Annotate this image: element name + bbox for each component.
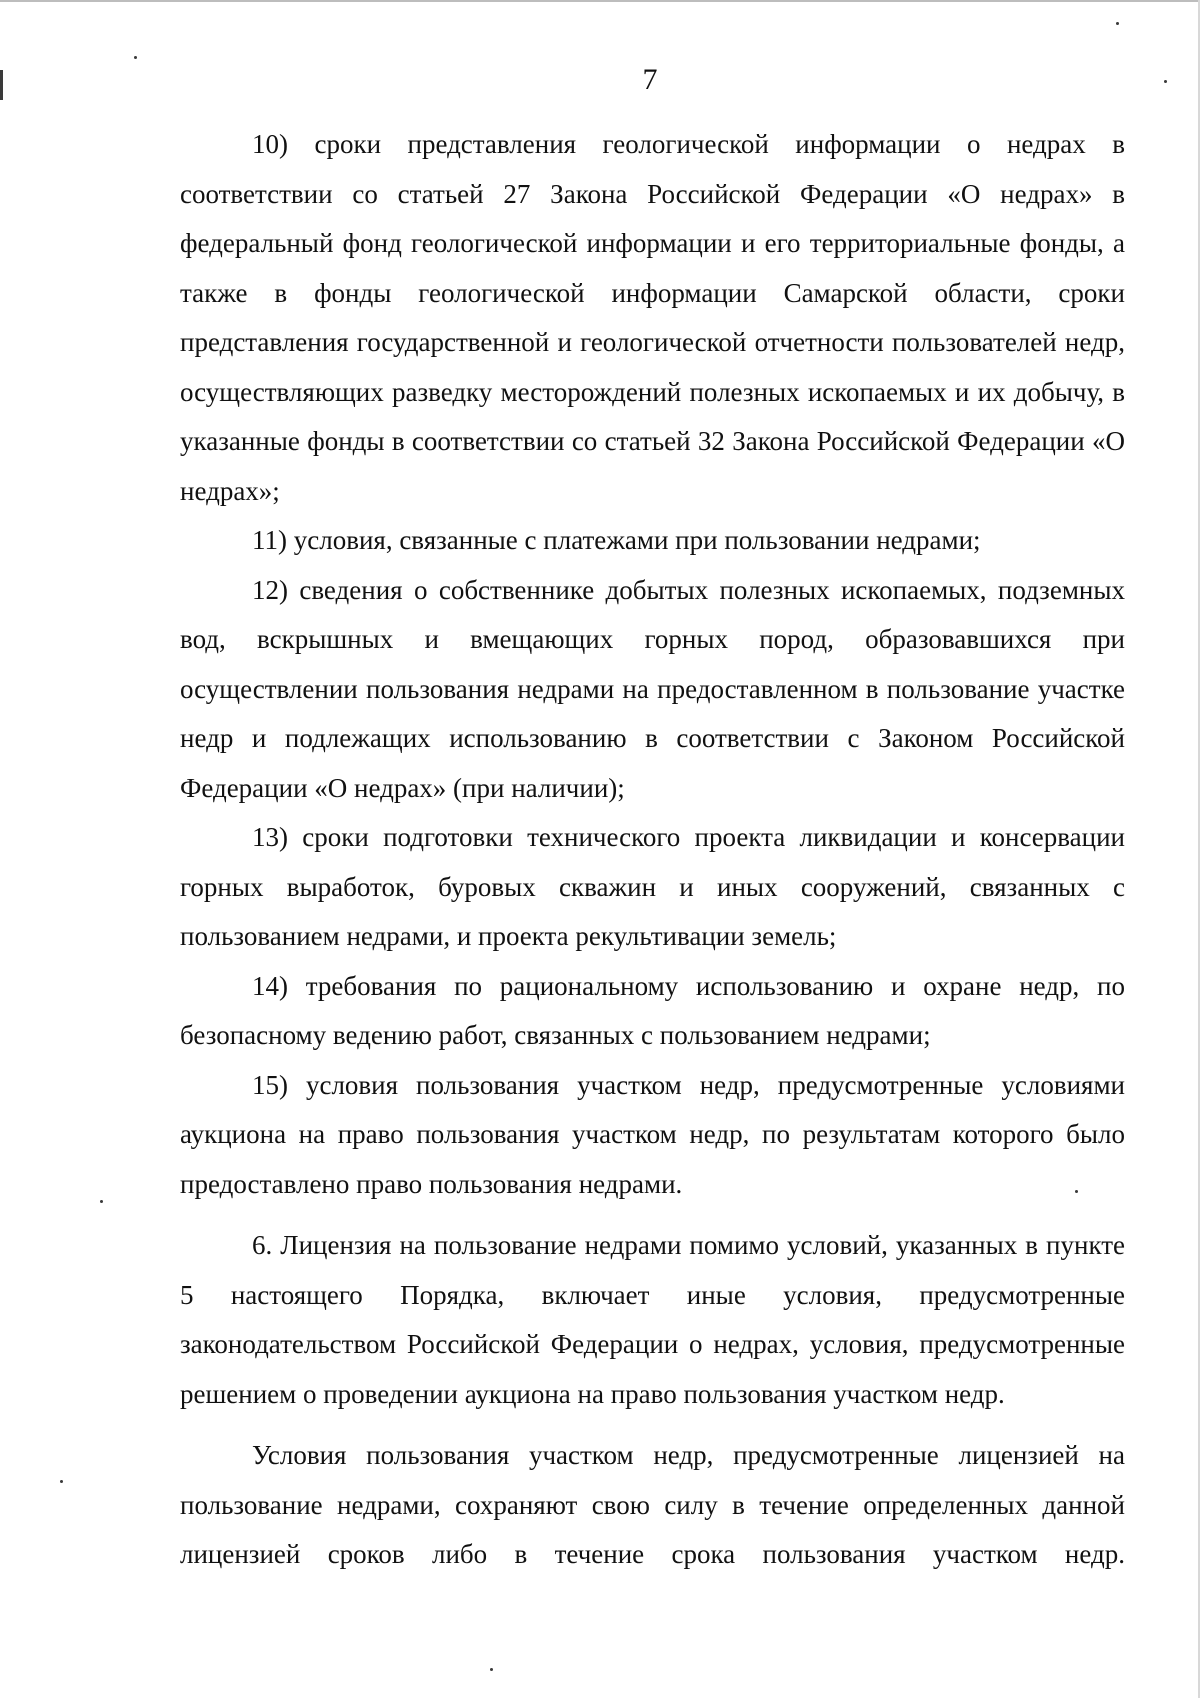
scan-speck bbox=[100, 1200, 103, 1203]
scan-speck bbox=[134, 56, 137, 59]
scan-speck bbox=[1116, 22, 1119, 25]
paragraph-item-11: 11) условия, связанные с платежами при пользовании недрами; bbox=[252, 525, 981, 555]
paragraph-item-10: 10) сроки представления геологической информации о недрах в соответствии со статьей 27 Закона Российской Федерации «О недрах» в федеральный фонд геологической информации и его территориальные фонды, а также в фонды геологической информации Самарской области, сроки представления государственной и геологической отчетности пользователей недр, осуществляющих разведку месторождений полезных ископаемых и их добычу, в указанные фонды в соответствии со статьей 32 Закона Российской Федерации «О недрах»; bbox=[180, 129, 1125, 506]
paragraph-item-15: 15) условия пользования участком недр, предусмотренные условиями аукциона на право пользования участком недр, по результатам которого было предоставлено право пользования недрами. bbox=[180, 1069, 1125, 1199]
page-number: 7 bbox=[642, 63, 658, 96]
scan-speck bbox=[60, 1480, 63, 1483]
document-body bbox=[180, 120, 1125, 1580]
paragraph-license-validity: Условия пользования участком недр, предусмотренные лицензией на пользование недрами, сохраняют свою силу в течение определенных данной лицензией сроков либо в течение срока пользования участком недр. bbox=[180, 1440, 1125, 1569]
paragraph-item-14: 14) требования по рациональному использованию и охране недр, по безопасному ведению работ, связанных с пользованием недрами; bbox=[180, 970, 1125, 1050]
paragraph-item-13: 13) сроки подготовки технического проекта ликвидации и консервации горных выработок, буровых скважин и иных сооружений, связанных с пользованием недрами, и проекта рекультивации земель; bbox=[180, 822, 1125, 951]
scan-top-edge bbox=[0, 0, 1200, 2]
paragraph-item-12: 12) сведения о собственнике добытых полезных ископаемых, подземных вод, вскрышных и вмещающих горных пород, образовавшихся при осуществлении пользования недрами на предоставленном в пользование участке недр и подлежащих использованию в соответствии с Законом Российской Федерации «О недрах» (при наличии); bbox=[180, 574, 1125, 803]
paragraph-section-6: 6. Лицензия на пользование недрами помимо условий, указанных в пункте 5 настоящего Порядка, включает иные условия, предусмотренные законодательством Российской Федерации о недрах, условия, предусмотренные решением о проведении аукциона на право пользования участком недр. bbox=[180, 1230, 1125, 1409]
scan-speck bbox=[490, 1668, 493, 1671]
